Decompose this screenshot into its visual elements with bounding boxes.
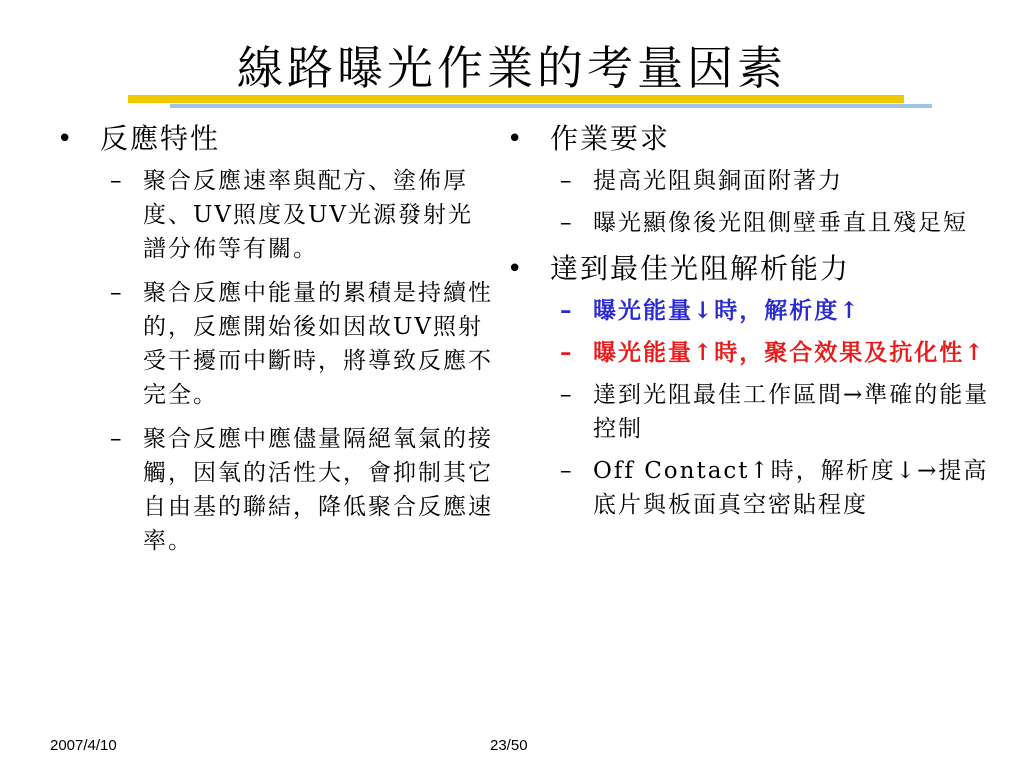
bullet-reaction-characteristics [55, 118, 495, 160]
sub-item [505, 454, 1010, 522]
left-column [55, 118, 495, 568]
sub-item [505, 206, 1010, 240]
sub-item [55, 422, 495, 558]
sub-item-highlight-red [505, 336, 1010, 370]
sub-item-text: 聚合反應中能量的累積是持續性的，反應開始後如因故UV照射受干擾而中斷時，將導致反應不完全。 [143, 280, 493, 408]
sub-item [505, 164, 1010, 198]
sub-item [55, 164, 495, 266]
footer-date: 2007/4/10 [50, 737, 117, 754]
bullet-label: 反應特性 [100, 122, 221, 155]
sub-item-text: 曝光能量↑時，聚合效果及抗化性↑ [593, 339, 986, 366]
sub-item-text: 聚合反應中應儘量隔絕氧氣的接觸，因氧的活性大，會抑制其它自由基的聯結，降低聚合反應速率。 [143, 426, 493, 554]
page-number: 23/50 [490, 737, 528, 754]
bullet-label: 達到最佳光阻解析能力 [550, 252, 851, 285]
bullet-dot-icon: • [507, 124, 525, 154]
bullet-label: 作業要求 [550, 122, 671, 155]
title-underline-blue [170, 104, 932, 108]
sub-item-text: Off Contact↑時，解析度↓→提高底片與板面真空密貼程度 [593, 458, 989, 518]
sub-item-text: 提高光阻與銅面附著力 [593, 168, 843, 194]
dash-icon: – [560, 210, 574, 236]
sub-item-highlight-blue [505, 294, 1010, 328]
sub-item-text: 達到光阻最佳工作區間→準確的能量控制 [593, 382, 990, 442]
sub-item [505, 378, 1010, 446]
bullet-operation-requirements [505, 118, 1010, 160]
title-underline-yellow [128, 95, 904, 103]
dash-icon: – [110, 280, 124, 306]
dash-icon: – [560, 339, 574, 366]
dash-icon: – [560, 168, 574, 194]
bullet-dot-icon: • [57, 124, 75, 154]
sub-item-text: 曝光能量↓時，解析度↑ [593, 297, 861, 324]
sub-item-text: 曝光顯像後光阻側壁垂直且殘足短 [593, 210, 968, 236]
dash-icon: – [110, 426, 124, 452]
slide-title: 線路曝光作業的考量因素 [237, 41, 787, 95]
dash-icon: – [110, 168, 124, 194]
sub-item [55, 276, 495, 412]
dash-icon: – [560, 297, 574, 324]
bullet-dot-icon: • [507, 254, 525, 284]
dash-icon: – [560, 458, 574, 484]
dash-icon: – [560, 382, 574, 408]
right-column [505, 118, 1010, 530]
sub-item-text: 聚合反應速率與配方、塗佈厚度、UV照度及UV光源發射光譜分佈等有關。 [143, 168, 473, 262]
bullet-best-resolution [505, 248, 1010, 290]
